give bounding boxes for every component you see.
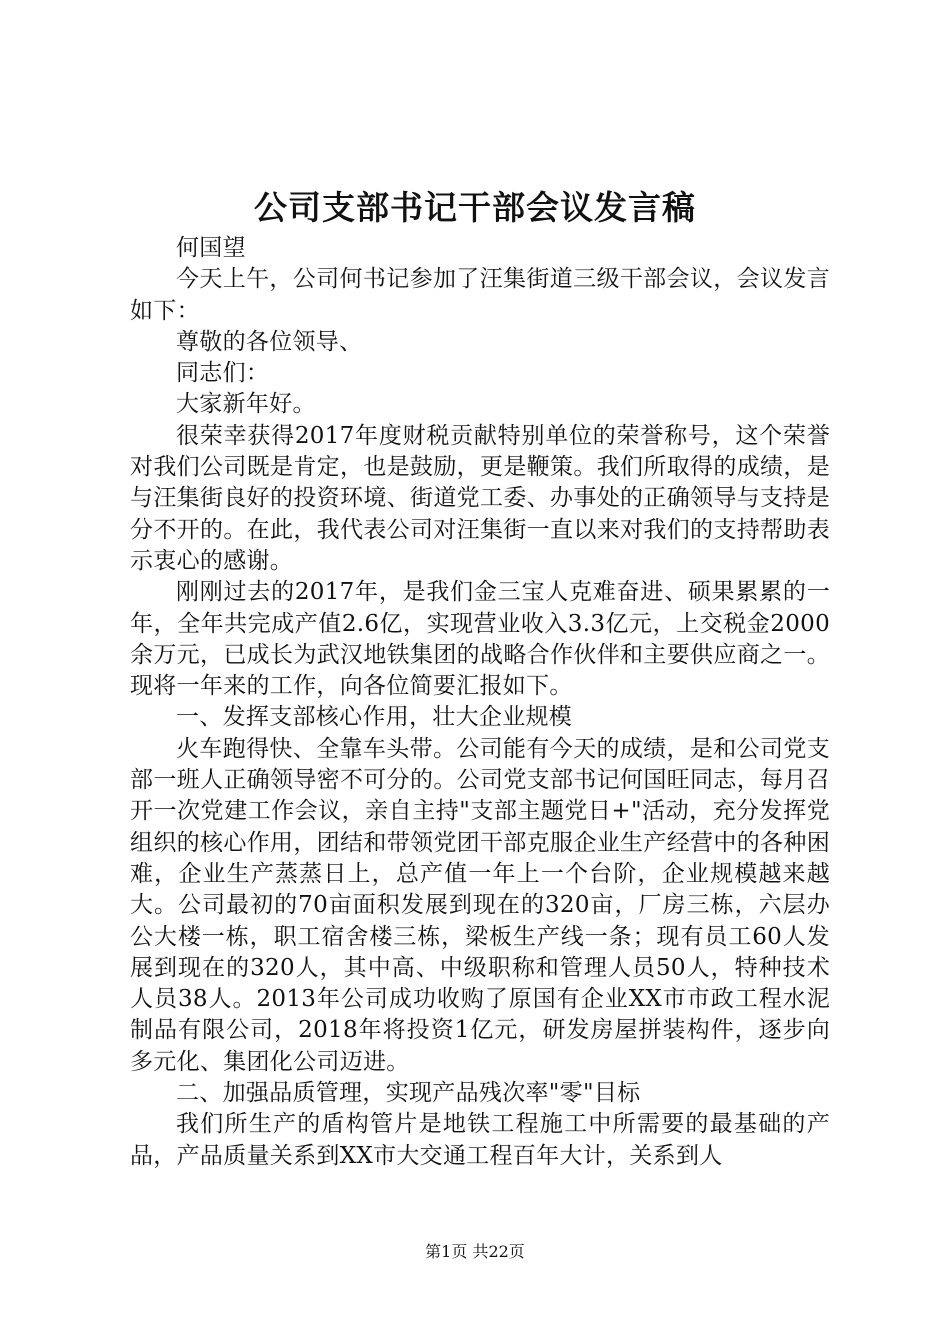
document-body xyxy=(130,233,830,1172)
greeting-line: 大家新年好。 xyxy=(176,391,316,418)
page-number-footer: 第1页 共22页 xyxy=(425,1242,525,1261)
intro-paragraph: 今天上午，公司何书记参加了汪集街道三级干部会议，会议发言如下： xyxy=(130,266,830,324)
salutation-leaders: 尊敬的各位领导、 xyxy=(176,328,363,355)
section-heading-1: 一、发挥支部核心作用，壮大企业规模 xyxy=(176,704,573,731)
author-line: 何国望 xyxy=(176,235,246,261)
summary-paragraph: 刚刚过去的2017年，是我们金三宝人克难奋进、硕果累累的一年，全年共完成产值2.6亿，实现营业收入3.3亿元，上交税金2000余万元，已成长为武汉地铁集团的战略合作伙伴和主要供应商之一。现将一年来的工作，向各位简要汇报如下。 xyxy=(130,579,830,700)
honor-paragraph: 很荣幸获得2017年度财税贡献特别单位的荣誉称号，这个荣誉对我们公司既是肯定，也是鼓励，更是鞭策。我们所取得的成绩，是与汪集街良好的投资环境、街道党工委、办事处的正确领导与支持是分不开的。在此，我代表公司对汪集街一直以来对我们的支持帮助表示衷心的感谢。 xyxy=(130,422,830,574)
section-1-paragraph: 火车跑得快、全靠车头带。公司能有今天的成绩，是和公司党支部一班人正确领导密不可分的。公司党支部书记何国旺同志，每月召开一次党建工作会议，亲自主持"支部主题党日+"活动，充分发挥党组织的核心作用，团结和带领党团干部克服企业生产经营中的各种困难，企业生产蒸蒸日上，总产值一年上一个台阶，企业规模越来越大。公司最初的70亩面积发展到现在的320亩，厂房三栋，六层办公大楼一栋，职工宿舍楼三栋，梁板生产线一条；现有员工60人发展到现在的320人，其中高、中级职称和管理人员50人，特种技术人员38人。2013年公司成功收购了原国有企业XX市市政工程水泥制品有限公司，2018年将投资1亿元，研发房屋拼装构件，逐步向多元化、集团化公司迈进。 xyxy=(130,735,830,1075)
document-title: 公司支部书记干部会议发言稿 xyxy=(254,188,696,227)
salutation-comrades: 同志们： xyxy=(176,360,270,387)
section-heading-2: 二、加强品质管理，实现产品残次率"零"目标 xyxy=(176,1080,641,1107)
section-2-paragraph: 我们所生产的盾构管片是地铁工程施工中所需要的最基础的产品，产品质量关系到XX市大交通工程百年大计，关系到人 xyxy=(130,1111,830,1169)
